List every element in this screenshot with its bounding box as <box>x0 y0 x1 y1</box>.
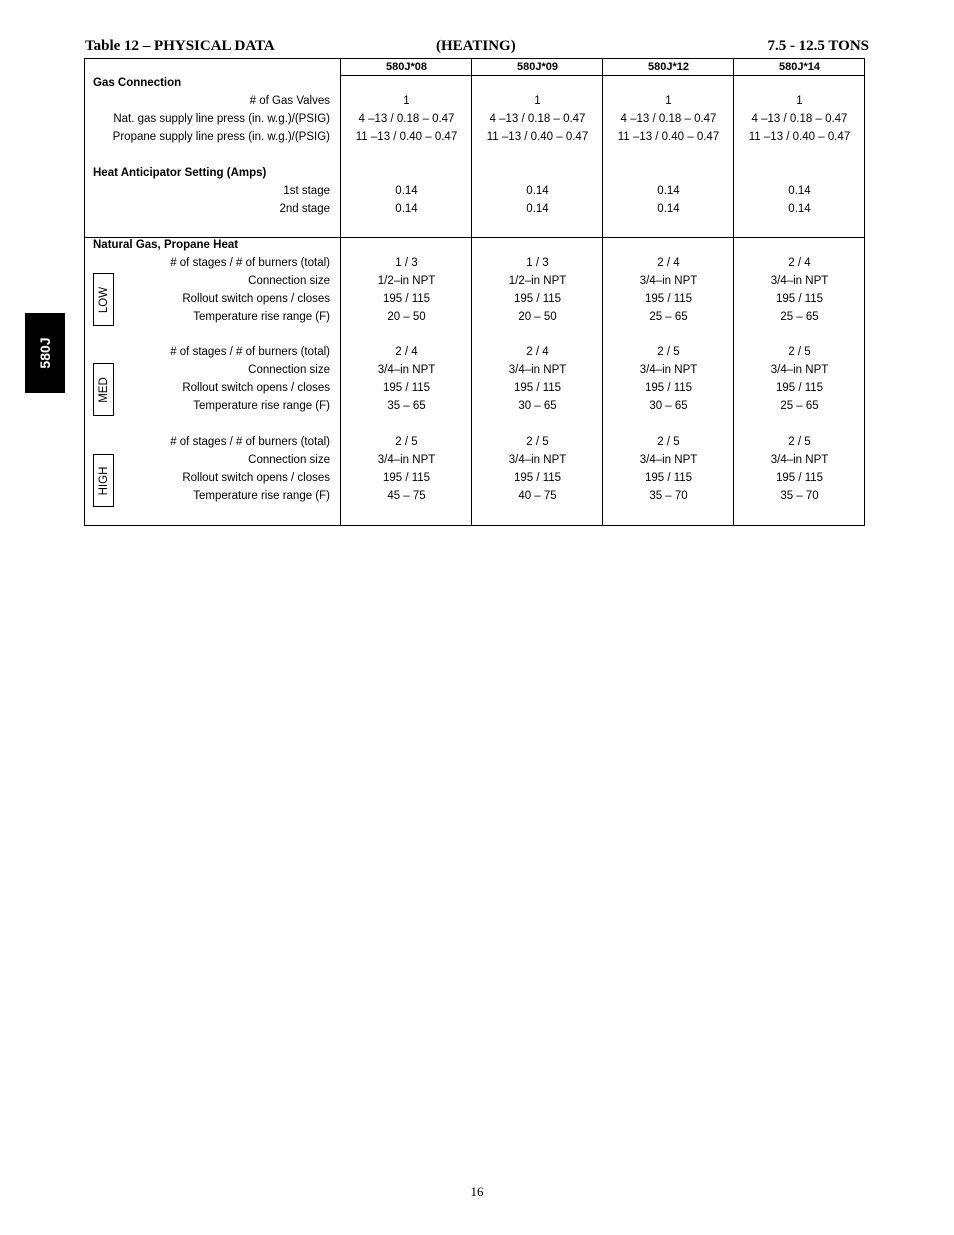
table-cell: 3/4–in NPT <box>639 364 698 376</box>
table-cell: 0.14 <box>657 203 680 215</box>
table-cell: 3/4–in NPT <box>770 364 829 376</box>
row-label: Connection size <box>248 364 330 376</box>
row-label: Temperature rise range (F) <box>193 400 330 412</box>
physical-data-table <box>84 58 865 526</box>
table-cell: 1 <box>796 95 803 107</box>
table-cell: 195 / 115 <box>513 472 562 484</box>
row-label: Temperature rise range (F) <box>193 490 330 502</box>
row-label: Connection size <box>248 454 330 466</box>
table-cell: 4 –13 / 0.18 – 0.47 <box>358 113 455 125</box>
table-cell: 2 / 4 <box>395 346 418 358</box>
table-cell: 195 / 115 <box>775 293 824 305</box>
table-cell: 20 – 50 <box>387 311 426 323</box>
row-label: 2nd stage <box>279 203 330 215</box>
section-heading-gas-connection: Gas Connection <box>93 77 182 89</box>
row-label: Rollout switch opens / closes <box>182 472 330 484</box>
table-cell: 25 – 65 <box>780 400 819 412</box>
table-cell: 0.14 <box>526 185 549 197</box>
side-tab <box>25 313 65 393</box>
row-label: Propane supply line press (in. w.g.)/(PSIG) <box>112 131 330 143</box>
table-cell: 2 / 5 <box>657 346 680 358</box>
table-cell: 2 / 5 <box>395 436 418 448</box>
table-cell: 2 / 4 <box>526 346 549 358</box>
table-cell: 4 –13 / 0.18 – 0.47 <box>620 113 717 125</box>
column-header: 580J*14 <box>779 61 820 73</box>
table-cell: 3/4–in NPT <box>508 364 567 376</box>
table-cell: 3/4–in NPT <box>377 364 436 376</box>
table-title: Table 12 – PHYSICAL DATA <box>85 38 275 54</box>
column-header: 580J*08 <box>386 61 427 73</box>
table-cell: 35 – 70 <box>780 490 819 502</box>
table-cell: 3/4–in NPT <box>377 454 436 466</box>
table-cell: 25 – 65 <box>780 311 819 323</box>
table-cell: 2 / 4 <box>657 257 680 269</box>
table-subtitle-heating: (HEATING) <box>436 38 516 54</box>
stage-label-box <box>93 363 114 416</box>
column-header: 580J*12 <box>648 61 689 73</box>
table-cell: 2 / 4 <box>788 257 811 269</box>
table-cell: 3/4–in NPT <box>639 454 698 466</box>
stage-label-box <box>93 273 114 326</box>
table-cell: 0.14 <box>526 203 549 215</box>
table-cell: 3/4–in NPT <box>508 454 567 466</box>
stage-label: MED <box>97 376 110 403</box>
table-cell: 1 / 3 <box>526 257 549 269</box>
table-cell: 35 – 65 <box>387 400 426 412</box>
row-label: Rollout switch opens / closes <box>182 382 330 394</box>
row-label: Rollout switch opens / closes <box>182 293 330 305</box>
stage-label: HIGH <box>97 466 110 495</box>
table-cell: 40 – 75 <box>518 490 557 502</box>
table-cell: 25 – 65 <box>649 311 688 323</box>
table-cell: 3/4–in NPT <box>770 275 829 287</box>
row-label: Nat. gas supply line press (in. w.g.)/(PSIG) <box>113 113 330 125</box>
table-cell: 1/2–in NPT <box>508 275 567 287</box>
section-heading-heat-anticipator: Heat Anticipator Setting (Amps) <box>93 167 267 179</box>
table-cell: 195 / 115 <box>644 293 693 305</box>
stage-label-box <box>93 454 114 507</box>
row-label: 1st stage <box>283 185 330 197</box>
table-cell: 2 / 5 <box>526 436 549 448</box>
row-label: # of stages / # of burners (total) <box>170 257 330 269</box>
table-cell: 0.14 <box>395 203 418 215</box>
table-cell: 30 – 65 <box>518 400 557 412</box>
table-cell: 1/2–in NPT <box>377 275 436 287</box>
table-cell: 195 / 115 <box>513 382 562 394</box>
table-cell: 30 – 65 <box>649 400 688 412</box>
column-header: 580J*09 <box>517 61 558 73</box>
table-cell: 195 / 115 <box>382 472 431 484</box>
table-cell: 1 <box>534 95 541 107</box>
row-label: Connection size <box>248 275 330 287</box>
table-cell: 20 – 50 <box>518 311 557 323</box>
table-cell: 11 –13 / 0.40 – 0.47 <box>486 131 589 143</box>
table-cell: 195 / 115 <box>382 293 431 305</box>
table-tonnage: 7.5 - 12.5 TONS <box>767 38 869 54</box>
table-cell: 3/4–in NPT <box>639 275 698 287</box>
table-cell: 195 / 115 <box>382 382 431 394</box>
table-cell: 1 <box>403 95 410 107</box>
section-heading-natural-gas-propane-heat: Natural Gas, Propane Heat <box>93 239 239 251</box>
row-label: Temperature rise range (F) <box>193 311 330 323</box>
table-cell: 35 – 70 <box>649 490 688 502</box>
table-cell: 2 / 5 <box>788 346 811 358</box>
table-cell: 11 –13 / 0.40 – 0.47 <box>617 131 720 143</box>
side-tab-label: 580J <box>37 337 53 369</box>
row-label: # of stages / # of burners (total) <box>170 346 330 358</box>
table-cell: 11 –13 / 0.40 – 0.47 <box>355 131 458 143</box>
row-label: # of stages / # of burners (total) <box>170 436 330 448</box>
table-cell: 0.14 <box>788 185 811 197</box>
table-cell: 2 / 5 <box>657 436 680 448</box>
table-cell: 2 / 5 <box>788 436 811 448</box>
table-cell: 1 <box>665 95 672 107</box>
table-cell: 0.14 <box>395 185 418 197</box>
table-cell: 45 – 75 <box>387 490 426 502</box>
table-cell: 195 / 115 <box>513 293 562 305</box>
table-cell: 4 –13 / 0.18 – 0.47 <box>489 113 586 125</box>
table-cell: 0.14 <box>788 203 811 215</box>
table-cell: 195 / 115 <box>644 472 693 484</box>
table-cell: 195 / 115 <box>775 472 824 484</box>
stage-label: LOW <box>97 286 110 313</box>
table-cell: 11 –13 / 0.40 – 0.47 <box>748 131 851 143</box>
table-cell: 0.14 <box>657 185 680 197</box>
table-cell: 3/4–in NPT <box>770 454 829 466</box>
header-divider <box>340 75 864 76</box>
table-cell: 1 / 3 <box>395 257 418 269</box>
table-cell: 195 / 115 <box>644 382 693 394</box>
page-number: 16 <box>470 1184 484 1199</box>
table-cell: 4 –13 / 0.18 – 0.47 <box>751 113 848 125</box>
row-label: # of Gas Valves <box>249 95 330 107</box>
table-cell: 195 / 115 <box>775 382 824 394</box>
